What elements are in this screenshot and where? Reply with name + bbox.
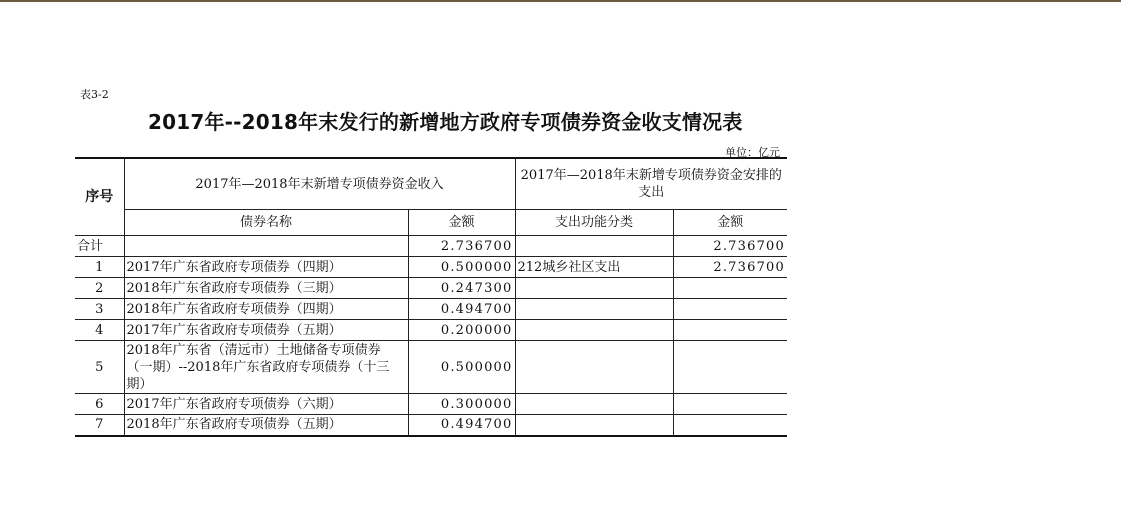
row-expense-amount [673, 341, 787, 394]
header-expense-group: 2017年—2018年末新增专项债券资金安排的支出 [515, 158, 787, 210]
row-function-class [515, 415, 673, 436]
row-bond-name: 2017年广东省政府专项债券（五期） [124, 320, 408, 341]
total-seq: 合计 [75, 236, 124, 257]
row-bond-name: 2018年广东省（清远市）土地储备专项债券（一期）--2018年广东省政府专项债券（十三期） [124, 341, 408, 394]
row-function-class: 212城乡社区支出 [515, 257, 673, 278]
bond-funds-table [75, 157, 787, 437]
row-function-class [515, 320, 673, 341]
row-bond-name: 2017年广东省政府专项债券（四期） [124, 257, 408, 278]
table-row [75, 278, 787, 299]
row-income-amount: 0.500000 [408, 341, 515, 394]
header-bond-name: 债券名称 [124, 210, 408, 236]
header-income-group: 2017年—2018年末新增专项债券资金收入 [124, 158, 515, 210]
row-function-class [515, 299, 673, 320]
row-bond-name: 2018年广东省政府专项债券（四期） [124, 299, 408, 320]
row-expense-amount [673, 415, 787, 436]
row-income-amount: 0.494700 [408, 415, 515, 436]
row-function-class [515, 341, 673, 394]
header-seq: 序号 [75, 158, 124, 236]
header-function-class: 支出功能分类 [515, 210, 673, 236]
total-function-class [515, 236, 673, 257]
table-row [75, 257, 787, 278]
row-expense-amount [673, 299, 787, 320]
row-seq: 6 [75, 394, 124, 415]
total-expense-amount: 2.736700 [673, 236, 787, 257]
row-income-amount: 0.300000 [408, 394, 515, 415]
row-income-amount: 0.494700 [408, 299, 515, 320]
row-bond-name: 2018年广东省政府专项债券（五期） [124, 415, 408, 436]
row-bond-name: 2017年广东省政府专项债券（六期） [124, 394, 408, 415]
table-row [75, 320, 787, 341]
table-row [75, 341, 787, 394]
total-row [75, 236, 787, 257]
row-seq: 1 [75, 257, 124, 278]
row-expense-amount [673, 394, 787, 415]
row-income-amount: 0.500000 [408, 257, 515, 278]
row-seq: 3 [75, 299, 124, 320]
row-bond-name: 2018年广东省政府专项债券（三期） [124, 278, 408, 299]
document-title: 2017年--2018年末发行的新增地方政府专项债券资金收支情况表 [148, 110, 743, 134]
row-seq: 5 [75, 341, 124, 394]
row-seq: 4 [75, 320, 124, 341]
scan-top-border [0, 0, 1121, 2]
row-function-class [515, 278, 673, 299]
row-seq: 2 [75, 278, 124, 299]
total-income-amount: 2.736700 [408, 236, 515, 257]
table-row [75, 394, 787, 415]
table-row [75, 299, 787, 320]
header-expense-amount: 金额 [673, 210, 787, 236]
total-bond-name [124, 236, 408, 257]
row-function-class [515, 394, 673, 415]
row-seq: 7 [75, 415, 124, 436]
unit-label: 单位：亿元 [725, 146, 780, 159]
table-number-label: 表3-2 [80, 88, 109, 101]
table-row [75, 415, 787, 436]
header-income-amount: 金额 [408, 210, 515, 236]
row-income-amount: 0.200000 [408, 320, 515, 341]
row-expense-amount [673, 320, 787, 341]
row-income-amount: 0.247300 [408, 278, 515, 299]
row-expense-amount: 2.736700 [673, 257, 787, 278]
row-expense-amount [673, 278, 787, 299]
